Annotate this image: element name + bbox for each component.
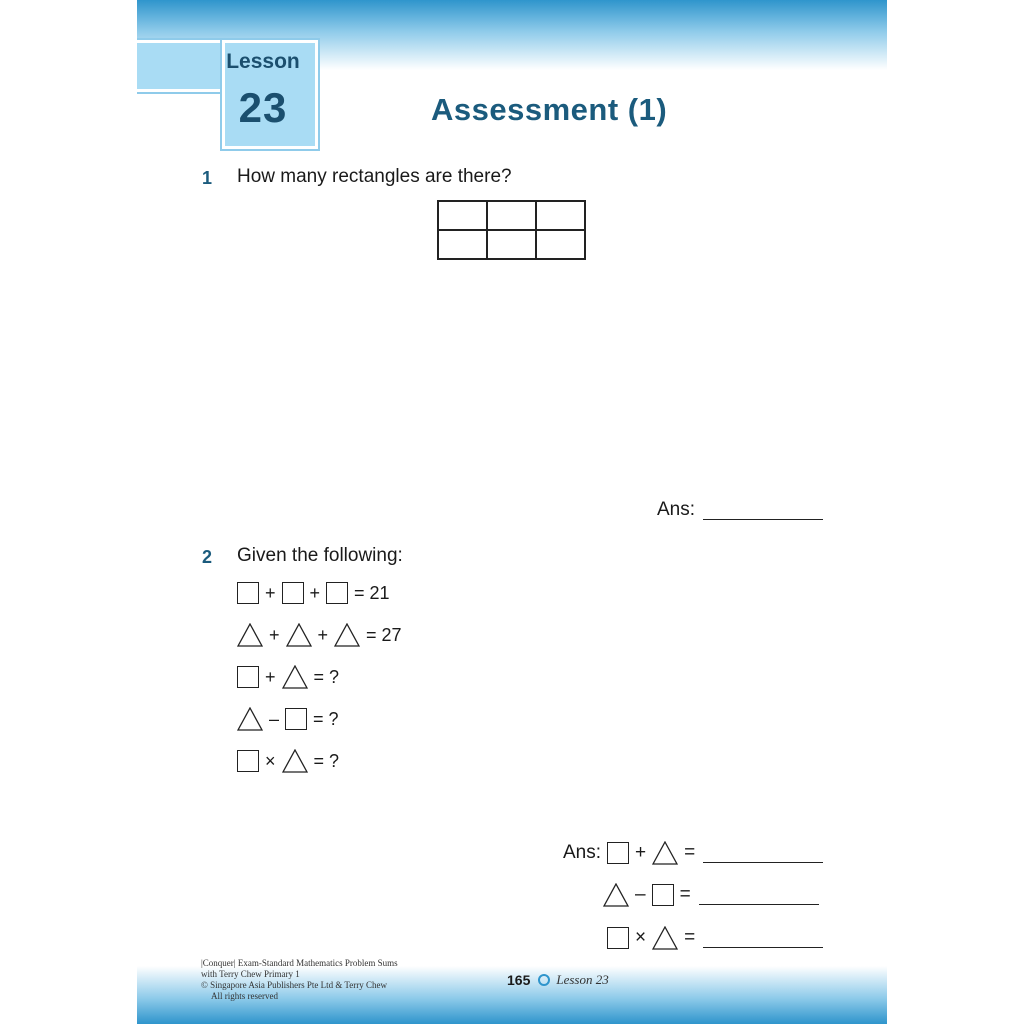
grid-cell <box>438 230 487 259</box>
minus-sign: – <box>269 708 280 729</box>
square-icon <box>607 842 629 864</box>
triangle-icon <box>282 749 308 773</box>
square-icon <box>237 750 259 772</box>
question-1-answer-row <box>657 499 823 521</box>
page-title: Assessment (1) <box>431 92 668 127</box>
square-icon <box>607 927 629 949</box>
triangle-icon <box>282 665 308 689</box>
equation-squares <box>237 582 396 604</box>
question-1-text: How many rectangles are there? <box>237 166 512 187</box>
question-2-text: Given the following: <box>237 545 403 566</box>
equals-sign: = <box>679 884 691 905</box>
square-icon <box>237 666 259 688</box>
equation-result: = 21 <box>354 582 390 603</box>
equation-triangle-minus-square <box>237 707 345 731</box>
equation-square-times-triangle <box>237 749 345 773</box>
plus-sign: + <box>269 624 280 645</box>
workbook-page <box>137 0 887 1024</box>
plus-sign: + <box>265 582 276 603</box>
plus-sign: + <box>265 666 276 687</box>
equation-result: = ? <box>313 750 340 771</box>
square-icon <box>285 708 307 730</box>
equation-triangles <box>237 623 408 647</box>
equation-result: = 27 <box>366 624 402 645</box>
times-sign: × <box>265 750 276 771</box>
equation-square-plus-triangle <box>237 665 345 689</box>
footer-line: with Terry Chew Primary 1 <box>201 969 300 979</box>
triangle-icon <box>237 707 263 731</box>
answer-blank[interactable] <box>699 886 819 905</box>
triangle-icon <box>334 623 360 647</box>
footer-line: |Conquer| Exam-Standard Mathematics Problem Sums <box>201 958 398 968</box>
question-2-number: 2 <box>202 547 213 567</box>
grid-cell <box>536 230 585 259</box>
equals-sign: = <box>684 927 696 948</box>
plus-sign: + <box>309 582 321 603</box>
footer-line: All rights reserved <box>211 991 278 1001</box>
plus-sign: + <box>635 842 647 863</box>
lesson-label: Lesson <box>226 50 300 73</box>
equals-sign: = <box>684 842 696 863</box>
equation-result: = ? <box>313 708 339 729</box>
answer-blank[interactable] <box>703 929 823 948</box>
square-icon <box>237 582 259 604</box>
question-1-number: 1 <box>202 168 213 188</box>
triangle-icon <box>603 883 629 907</box>
page-number: 165 <box>507 972 531 988</box>
answer-blank[interactable] <box>703 501 823 520</box>
minus-sign: – <box>635 884 646 905</box>
times-sign: × <box>635 927 647 948</box>
copyright-footer <box>201 958 398 1002</box>
triangle-icon <box>652 841 678 865</box>
triangle-icon <box>652 926 678 950</box>
lesson-number: 23 <box>238 84 288 131</box>
grid-cell <box>487 201 536 230</box>
page-footer <box>507 972 609 988</box>
answer-label: Ans: <box>657 499 696 520</box>
grid-cell <box>438 201 487 230</box>
square-icon <box>282 582 304 604</box>
square-icon <box>652 884 674 906</box>
question-2-answer-row-2 <box>603 883 819 907</box>
answer-label: Ans: <box>563 842 602 863</box>
circle-icon <box>538 974 550 986</box>
footer-lesson-label: Lesson 23 <box>556 972 609 987</box>
rectangle-grid <box>437 200 586 260</box>
question-2-answer-row-1 <box>563 841 823 865</box>
square-icon <box>326 582 348 604</box>
plus-sign: + <box>317 624 329 645</box>
triangle-icon <box>286 623 312 647</box>
grid-cell <box>487 230 536 259</box>
answer-blank[interactable] <box>703 844 823 863</box>
grid-cell <box>536 201 585 230</box>
question-2-answer-row-3 <box>607 926 823 950</box>
triangle-icon <box>237 623 263 647</box>
footer-line: © Singapore Asia Publishers Pte Ltd & Terry Chew <box>201 980 388 990</box>
equation-result: = ? <box>313 666 340 687</box>
